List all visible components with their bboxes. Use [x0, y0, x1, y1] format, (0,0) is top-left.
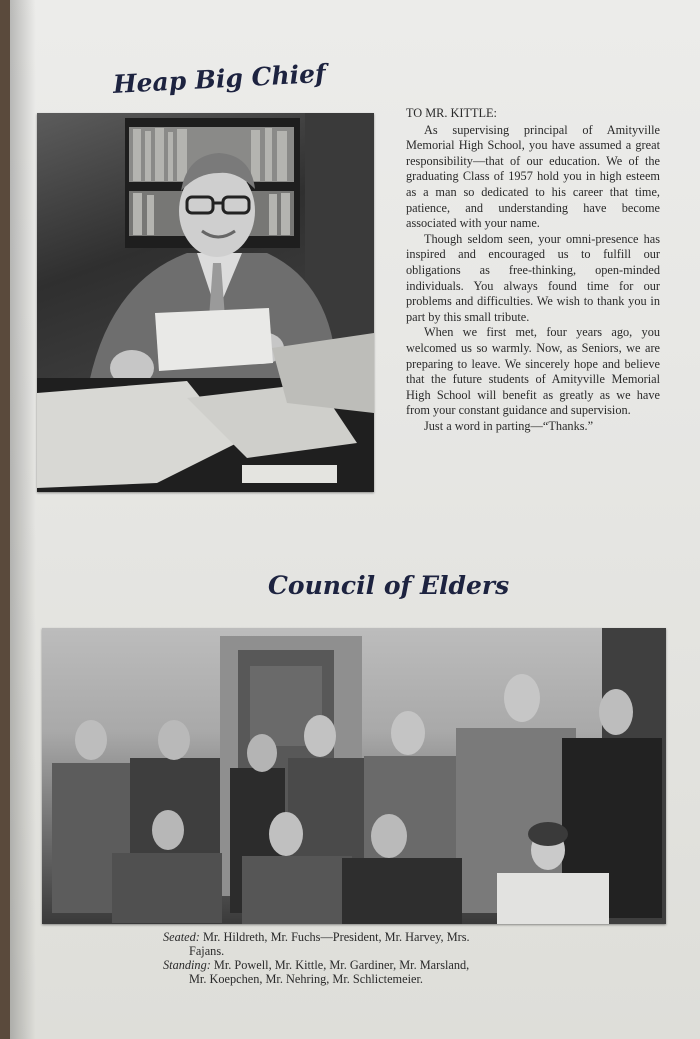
council-photo-caption	[163, 930, 563, 986]
caption-seated-label: Seated:	[163, 930, 200, 944]
letter-paragraph-3: When we first met, four years ago, you welcomed us so warmly. Now, as Seniors, we are preparing to leave. We sincerely hope and believe that the future students of Amityville Memorial High School will benefit as greatly as we have from your constant guidance and supervision.	[406, 325, 660, 418]
principal-photo-illustration	[37, 113, 374, 492]
heading-council-of-elders: Council of Elders	[268, 571, 510, 600]
caption-seated-names: Mr. Hildreth, Mr. Fuchs—President, Mr. Harvey, Mrs.	[202, 930, 470, 944]
caption-seated-line	[163, 930, 563, 944]
caption-standing-line	[163, 958, 563, 972]
heading-heap-big-chief: Heap Big Chief	[112, 58, 327, 99]
principal-photo	[37, 113, 374, 492]
letter-salutation: TO MR. KITTLE:	[406, 106, 497, 120]
letter-paragraph-1: As supervising principal of Amityville Memorial High School, you have assumed a great responsibility—that of our education. We of the graduating Class of 1957 hold you in high esteem as a man so dedicated to his career that time, patience, and understanding have become associated with your name.	[406, 122, 660, 231]
letter-paragraph-4: Just a word in parting—“Thanks.”	[424, 418, 594, 433]
tribute-letter	[406, 106, 660, 434]
caption-standing-label: Standing:	[163, 958, 211, 972]
caption-seated-continuation: Fajans.	[189, 944, 225, 958]
page-fold-shadow	[10, 0, 36, 1039]
council-photo-illustration	[42, 628, 666, 924]
caption-standing-continuation: Mr. Koepchen, Mr. Nehring, Mr. Schlictemeier.	[189, 972, 423, 986]
caption-standing-names: Mr. Powell, Mr. Kittle, Mr. Gardiner, Mr. Marsland,	[213, 958, 470, 972]
letter-paragraph-2: Though seldom seen, your omni-presence has inspired and encouraged us to fulfill our obligations as free-thinking, open-minded individuals. You always found time for our problems and difficulties. We wish to thank you in part by this small tribute.	[406, 231, 660, 324]
council-group-photo	[42, 628, 666, 924]
